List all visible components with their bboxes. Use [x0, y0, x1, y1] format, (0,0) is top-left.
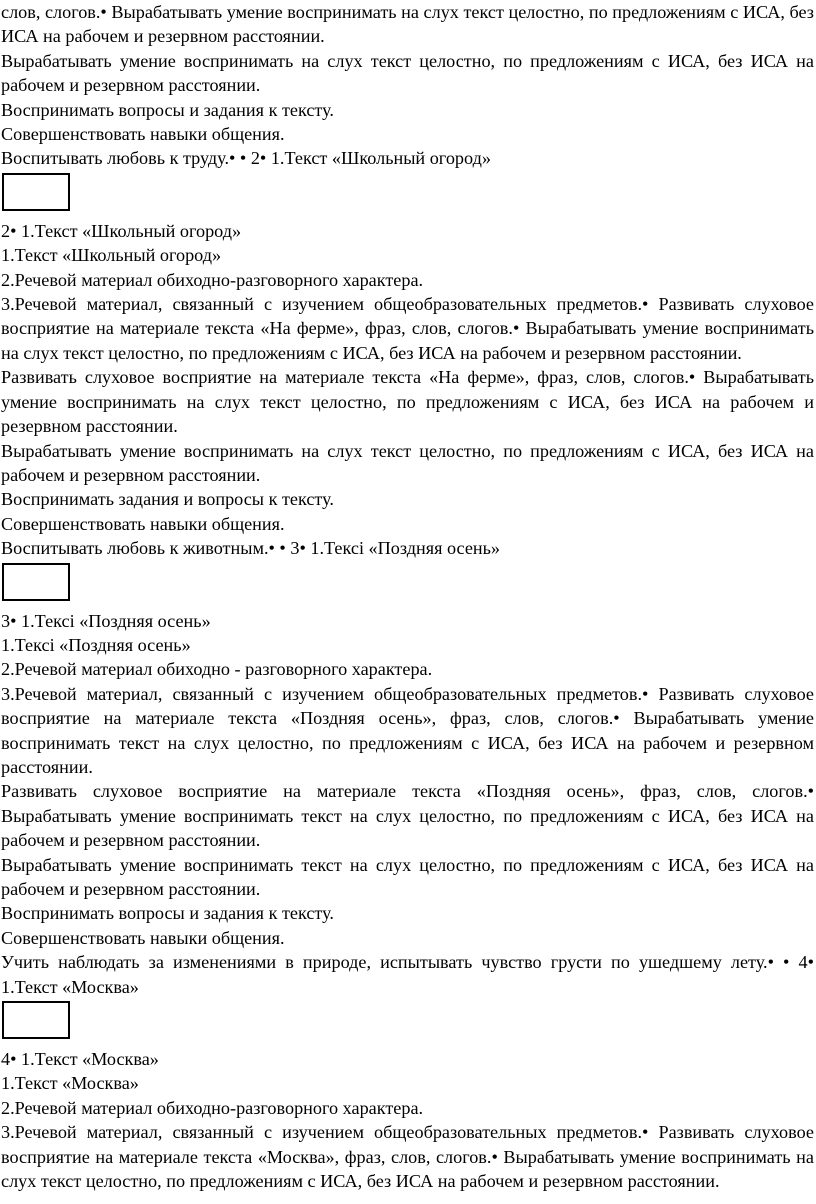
section-heading: 4• 1.Текст «Москва» — [1, 1049, 159, 1070]
paragraph: слов, слогов.• Вырабатывать умение воспринимать на слух текст целостно, по предложениям с ИСА, без ИСА на рабочем и резервном расстоянии. — [1, 2, 814, 47]
paragraph: 3.Речевой материал, связанный с изучением общеобразовательных предметов.• Развивать слуховое восприятие на материале текста «Поздняя осень», фраз, слов, слогов.• Вырабатывать умение воспринимать текст на слух целостно, по предложениям с ИСА, без ИСА на рабочем и резервном расстоянии. — [1, 683, 814, 777]
document-page — [1, 0, 814, 1193]
paragraph: Воспитывать любовь к труду.• • 2• 1.Текст «Школьный огород» — [1, 148, 491, 169]
paragraph: Совершенствовать навыки общения. — [1, 124, 285, 145]
paragraph: Воспитывать любовь к животным.• • 3• 1.Тексi «Поздняя осень» — [1, 538, 501, 559]
paragraph: 3.Речевой материал, связанный с изучением общеобразовательных предметов.• Развивать слуховое восприятие на материале текста «На ферме», фраз, слов, слогов.• Вырабатывать умение воспринимать на слух текст целостно, по предложениям с ИСА, без ИСА на рабочем и резервном расстоянии. — [1, 294, 814, 363]
paragraph: Развивать слуховое восприятие на материале текста «Поздняя осень», фраз, слов, слогов.• Вырабатывать умение воспринимать текст на слух целостно, по предложениям с ИСА, без ИСА на рабочем и резервном расстоянии. — [1, 781, 814, 851]
paragraph: Совершенствовать навыки общения. — [1, 513, 285, 534]
paragraph: 2.Речевой материал обиходно - разговорного характера. — [1, 659, 433, 680]
paragraph: Воспринимать вопросы и задания к тексту. — [1, 903, 334, 924]
paragraph: 1.Текст «Москва» — [1, 1073, 139, 1094]
paragraph: Вырабатывать умение воспринимать на слух текст целостно, по предложениям с ИСА, без ИСА на рабочем и резервном расстоянии. — [1, 50, 814, 96]
paragraph: 1.Тексi «Поздняя осень» — [1, 634, 191, 655]
paragraph: Вырабатывать умение воспринимать текст на слух целостно, по предложениям с ИСА, без ИСА на рабочем и резервном расстоянии. — [1, 854, 814, 899]
paragraph: 1.Текст «Школьный огород» — [1, 245, 222, 266]
spacer — [1, 1039, 814, 1047]
empty-box-frame — [2, 563, 70, 601]
spacer — [1, 601, 814, 609]
paragraph: Вырабатывать умение воспринимать на слух текст целостно, по предложениям с ИСА, без ИСА на рабочем и резервном расстоянии. — [1, 440, 814, 485]
paragraph: 2.Речевой материал обиходно-разговорного характера. — [1, 269, 424, 290]
paragraph: 2.Речевой материал обиходно-разговорного характера. — [1, 1097, 424, 1118]
spacer — [1, 211, 814, 219]
paragraph: Развивать слуховое восприятие на материале текста «На ферме», фраз, слов, слогов.• Вырабатывать умение воспринимать на слух текст целостно, по предложениям с ИСА, без ИСА на рабочем и резервном расстоянии. — [1, 367, 814, 437]
section-heading: 2• 1.Текст «Школьный огород» — [1, 220, 242, 241]
empty-box-frame — [2, 173, 70, 211]
paragraph: Совершенствовать навыки общения. — [1, 927, 285, 948]
section-heading: 3• 1.Тексi «Поздняя осень» — [1, 610, 211, 631]
paragraph: Учить наблюдать за изменениями в природе, испытывать чувство грусти по ушедшему лету.• • 4• 1.Текст «Москва» — [1, 952, 814, 997]
paragraph: Воспринимать вопросы и задания к тексту. — [1, 99, 334, 120]
paragraph: Воспринимать задания и вопросы к тексту. — [1, 489, 334, 510]
paragraph: 3.Речевой материал, связанный с изучением общеобразовательных предметов.• Развивать слуховое восприятие на материале текста «Москва», фраз, слов, слогов.• Вырабатывать умение воспринимать на слух текст целостно, по предложениям с ИСА, без ИСА на рабочем и резервном расстоянии. — [1, 1122, 814, 1192]
empty-box-frame — [2, 1001, 70, 1039]
